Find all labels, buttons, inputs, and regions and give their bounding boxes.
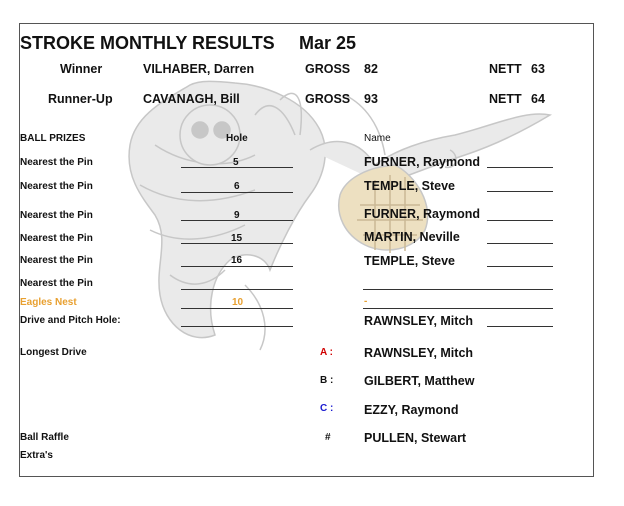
page-title: STROKE MONTHLY RESULTS bbox=[20, 33, 275, 53]
prize-row-name: FURNER, Raymond bbox=[364, 207, 480, 221]
name-column-heading: Name bbox=[364, 133, 391, 144]
winner-nett-score: 63 bbox=[531, 62, 545, 76]
name-underline bbox=[363, 289, 553, 290]
hole-underline bbox=[181, 220, 293, 221]
hole-underline bbox=[181, 326, 293, 327]
prize-row-hole: 5 bbox=[233, 157, 239, 168]
runner-up-name: CAVANAGH, Bill bbox=[143, 92, 240, 106]
ball-prizes-heading: BALL PRIZES bbox=[20, 133, 86, 144]
grade-c-name: EZZY, Raymond bbox=[364, 403, 459, 417]
prize-row-name: MARTIN, Neville bbox=[364, 230, 460, 244]
prize-row-label: Nearest the Pin bbox=[20, 255, 93, 266]
prize-row-hole: 16 bbox=[231, 255, 243, 266]
hole-underline bbox=[181, 289, 293, 290]
drive-pitch-name: RAWNSLEY, Mitch bbox=[364, 314, 474, 328]
winner-gross-label: GROSS bbox=[305, 62, 351, 76]
name-underline bbox=[487, 167, 553, 168]
name-underline bbox=[487, 220, 553, 221]
prize-row-name: TEMPLE, Steve bbox=[364, 179, 455, 193]
grade-a-name: RAWNSLEY, Mitch bbox=[364, 346, 474, 360]
name-underline bbox=[487, 266, 553, 267]
winner-name: VILHABER, Darren bbox=[143, 62, 255, 76]
raffle-number-symbol: # bbox=[325, 432, 331, 443]
grade-c-label: C : bbox=[320, 403, 334, 414]
name-underline bbox=[487, 326, 553, 327]
ball-raffle-label: Ball Raffle bbox=[20, 432, 69, 443]
longest-drive-label: Longest Drive bbox=[20, 347, 87, 358]
eagles-nest-name: - bbox=[364, 296, 368, 307]
prize-row-hole: 15 bbox=[231, 233, 243, 244]
hole-underline bbox=[181, 243, 293, 244]
prize-row-label: Nearest the Pin bbox=[20, 157, 93, 168]
grade-b-name: GILBERT, Matthew bbox=[364, 374, 475, 388]
hole-column-heading: Hole bbox=[226, 133, 248, 144]
grade-b-label: B : bbox=[320, 375, 334, 386]
winner-gross-score: 82 bbox=[364, 62, 378, 76]
runner-up-gross-score: 93 bbox=[364, 92, 378, 106]
hole-underline bbox=[181, 192, 293, 193]
hole-underline bbox=[181, 266, 293, 267]
runner-up-label: Runner-Up bbox=[48, 92, 113, 106]
prize-row-label: Nearest the Pin bbox=[20, 278, 93, 289]
prize-row-name: TEMPLE, Steve bbox=[364, 254, 455, 268]
prize-row-label: Nearest the Pin bbox=[20, 181, 93, 192]
prize-row-label: Nearest the Pin bbox=[20, 210, 93, 221]
eagles-nest-label: Eagles Nest bbox=[20, 297, 77, 308]
winner-label: Winner bbox=[60, 62, 103, 76]
hole-underline bbox=[181, 167, 293, 168]
prize-row-hole: 6 bbox=[234, 181, 240, 192]
drive-pitch-label: Drive and Pitch Hole: bbox=[20, 315, 121, 326]
eagles-nest-hole: 10 bbox=[232, 297, 244, 308]
raffle-winner-name: PULLEN, Stewart bbox=[364, 431, 467, 445]
winner-nett-label: NETT bbox=[489, 62, 522, 76]
prize-row-name: FURNER, Raymond bbox=[364, 155, 480, 169]
results-date: Mar 25 bbox=[299, 33, 357, 53]
runner-up-nett-label: NETT bbox=[489, 92, 522, 106]
extras-label: Extra's bbox=[20, 450, 53, 461]
grade-a-label: A : bbox=[320, 347, 333, 358]
name-underline bbox=[363, 308, 553, 309]
name-underline bbox=[487, 243, 553, 244]
runner-up-nett-score: 64 bbox=[531, 92, 545, 106]
prize-row-label: Nearest the Pin bbox=[20, 233, 93, 244]
name-underline bbox=[487, 191, 553, 192]
prize-row-hole: 9 bbox=[234, 210, 240, 221]
runner-up-gross-label: GROSS bbox=[305, 92, 351, 106]
hole-underline bbox=[181, 308, 293, 309]
